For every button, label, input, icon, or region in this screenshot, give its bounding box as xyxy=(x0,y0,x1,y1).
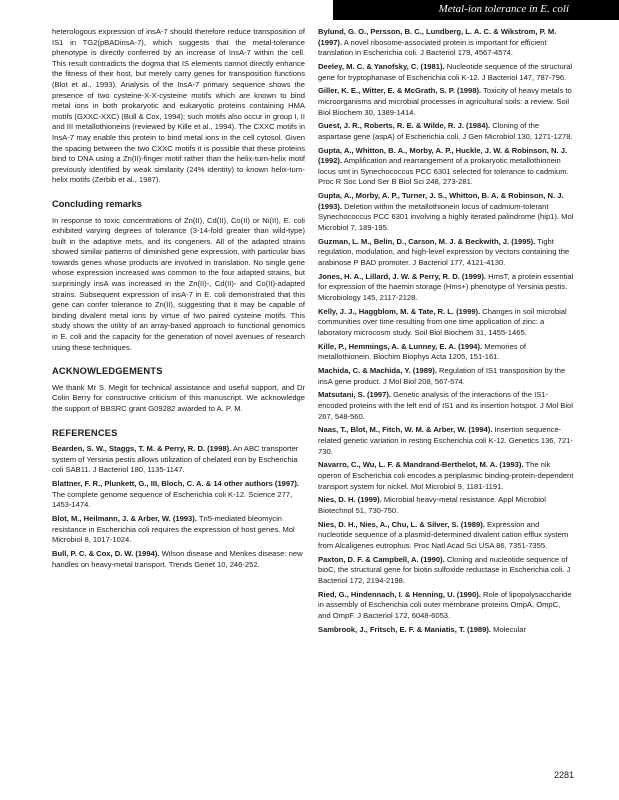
reference-authors: Guzman, L. M., Belin, D., Carson, M. J. & Beckwith, J. (1995). xyxy=(318,236,536,246)
reference-entry xyxy=(318,272,574,304)
reference-authors: Paxton, D. F. & Campbell, A. (1990). xyxy=(318,554,445,564)
reference-text: Memories of metallothionein. Biochim Biophys Acta 1205, 151-161. xyxy=(318,341,527,362)
reference-entry xyxy=(52,444,305,476)
acknowledgements-heading: ACKNOWLEDGEMENTS xyxy=(52,366,163,377)
reference-text: Microbial heavy-metal resistance. Appl Microbiol Biotechnol 51, 730-750. xyxy=(318,495,546,515)
reference-entry xyxy=(318,307,574,339)
reference-authors: Bull, P. C. & Cox, D. W. (1994). xyxy=(52,549,160,559)
reference-text: Tn5-mediated bleomycin resistance in Escherichia coli requires the expression of host genes. Mol Microbiol 8, 1017-1024. xyxy=(52,514,295,545)
reference-entry xyxy=(318,495,574,516)
intro-paragraph: heterologous expression of insA-7 should therefore reduce transposition of IS1 in TG2(pBADinsA-7), which suggests that the metal-tolerance phenotype is directly conferred by an increase of InsA-7 within the cell. This result contradicts the dogma that IS elements cannot directly enhance the fitness of their host, but merely carry genes for transposition functions (Blot et al., 1993). Analysis of the InsA-7 primary sequence shows the presence of two cysteine-X-X-cysteine motifs which are known to bind metal ions in both prokaryotic and eukaryotic proteins containing HMA motifs (GXXC-XXC) (Bull & Cox, 1994); such motifs also occur in group I, II and III metallothioneins (reviewed by Kille et al., 1994). The CXXC motifs in InsA-7 may enable this protein to bind metal ions in the cell cytosol. Given the spacing between the two CXXC motifs it is possible that these proteins bind to DNA using a Zn(II)-finger motif rather than the helix-turn-helix motif previously identified by weak similarity (24% identity) to known helix-turn-helix motifs (Zerbib et al., 1987). xyxy=(52,27,305,185)
reference-authors: Bearden, S. W., Staggs, T. M. & Perry, R. D. (1998). xyxy=(52,444,232,454)
reference-authors: Nies, D. H., Nies, A., Chu, L. & Silver, S. (1989). xyxy=(318,519,485,529)
page-number: 2281 xyxy=(553,770,574,780)
right-reference-list xyxy=(318,27,574,635)
running-title: Metal-ion tolerance in E. coli xyxy=(438,3,569,15)
reference-entry xyxy=(318,425,574,457)
reference-entry xyxy=(318,555,574,587)
reference-authors: Guest, J. R., Roberts, R. E. & Wilde, R. J. (1984). xyxy=(318,121,491,131)
reference-text: Wilson disease and Menkes disease: new handles on heavy-metal transport. Trends Genet 10, 246-252. xyxy=(52,549,303,569)
reference-entry xyxy=(318,121,574,142)
reference-entry xyxy=(318,146,574,188)
reference-entry xyxy=(318,590,574,622)
reference-entry xyxy=(52,549,305,570)
right-column xyxy=(318,27,574,638)
reference-text: Amplification and rearrangement of a prokaryotic metallothionein locus smt in Synechococcus PCC 6301 selected for tolerance to cadmium. Proc R Soc Lond Ser B Biol Sci 248, 273-281. xyxy=(318,156,569,187)
reference-text: Expression and nucleotide sequence of a plasmid-determined divalent cation efflux system from Alcaligenes eutrophus. Proc Natl Acad Sci USA 86, 7351-7355. xyxy=(318,519,569,550)
left-column xyxy=(52,27,305,573)
reference-text: Molecular xyxy=(491,624,527,634)
reference-authors: Naas, T., Blot, M., Fitch, W. M. & Arber, W. (1994). xyxy=(318,425,493,435)
reference-authors: Sambrook, J., Fritsch, E. F. & Maniatis, T. (1989). xyxy=(318,624,492,634)
concluding-remarks-heading: Concluding remarks xyxy=(52,198,142,209)
reference-authors: Jones, H. A., Lillard, J. W. & Perry, R. D. (1999). xyxy=(318,271,486,281)
reference-entry xyxy=(318,625,574,636)
references-heading: REFERENCES xyxy=(52,427,118,438)
reference-text: Deletion within the metallothionein locus of cadmium-tolerant Synechococcus PCC 6301 involving a highly iterated palindrome (hip1). Mol Microbiol 7, 189-195. xyxy=(318,201,574,233)
reference-authors: Nies, D. H. (1999). xyxy=(318,495,382,505)
concluding-paragraph: In response to toxic concentrations of Zn(II), Cd(II), Co(II) or Ni(II), E. coli exhibited varying degrees of tolerance (3-14-fold greater than wild-type) built in the adaptive mets, and its congeners. All of the adapted strains showed similar patterns of diminished gene expression, with particular bias towards genes whose products are involved in translation. No single gene whose expression increased was common to the four adapted strains, but surprisingly insA was increased in the Zn(II)-, Cd(II)- and Co(II)-adapted strains. Subsequent expression of insA-7 in E. coli demonstrated that this gene can confer tolerance to Zn(II), suggesting that it may be capable of binding divalent metal ions by virtue of two paired cysteine motifs. This study shows the utility of an array-based approach to functional genomics in E. coli and the capacity for the generation of novel avenues of research using these techniques. xyxy=(52,215,305,352)
reference-text: Changes in soil microbial communities over time resulting from one time application of zinc: a laboratory microcosm study. Soil Biol Biochem 31, 1455-1465. xyxy=(318,306,567,337)
reference-authors: Giller, K. E., Witter, E. & McGrath, S. P. (1998). xyxy=(318,86,482,96)
reference-text: The complete genome sequence of Escherichia coli K-12. Science 277, 1453-1474. xyxy=(52,489,293,510)
reference-text: A novel ribosome-associated protein is important for efficient translation in Escherichia coli. J Bacteriol 179, 4567-4574. xyxy=(318,37,547,58)
reference-authors: Deeley, M. C. & Yanofsky, C. (1981). xyxy=(318,61,445,71)
reference-authors: Blattner, F. R., Plunkett, G., III, Bloch, C. A. & 14 other authors (1997). xyxy=(52,479,299,489)
reference-authors: Navarro, C., Wu, L. F. & Mandrand-Berthelot, M. A. (1993). xyxy=(318,460,524,470)
reference-entry xyxy=(318,62,574,83)
reference-text: An ABC transporter system of Yersinia pestis allows utilization of chelated iron by Escherichia coli SAB11. J Bacteriol 180, 1135-1147. xyxy=(52,444,299,475)
reference-entry xyxy=(52,479,305,511)
reference-text: Genetic analysis of the interactions of the IS1-encoded proteins with the left end of IS1 and its insertion hotspot. J Mol Biol 267, 548-560. xyxy=(318,390,573,421)
reference-text: Regulation of IS1 transposition by the insA gene product. J Mol Biol 208, 567-574. xyxy=(318,366,566,386)
reference-entry xyxy=(318,390,574,422)
reference-text: Tight regulation, modulation, and high-level expression by vectors containing the arabinose P BAD promoter. J Bacteriol 177, 4121-4130. xyxy=(318,236,570,267)
reference-entry xyxy=(318,191,574,233)
reference-entry xyxy=(318,460,574,492)
reference-authors: Kille, P., Hemmings, A. & Lunney, E. A. (1994). xyxy=(318,341,483,351)
reference-text: The nik operon of Escherichia coli encodes a periplasmic binding-protein-dependent transport system for nickel. Mol Microbiol 9, 1181-1191. xyxy=(318,460,574,491)
reference-entry xyxy=(318,520,574,552)
reference-authors: Matsutani, S. (1997). xyxy=(318,390,392,400)
reference-text: Toxicity of heavy metals to microorganisms and microbial processes in agricultural soils: a review. Soil Biol Biochem 30, 1389-1414. xyxy=(318,86,572,117)
reference-entry xyxy=(318,86,574,118)
reference-text: HmsT, a protein essential for expression of the haemin storage (Hms+) phenotype of Yersinia pestis. Microbiology 145, 2117-2128. xyxy=(318,271,574,302)
running-header-bar xyxy=(333,0,619,20)
reference-entry xyxy=(318,27,574,59)
reference-entry xyxy=(318,237,574,269)
reference-text: Nucleotide sequence of the structural gene for tryptophanase of Escherichia coli K-12. J Bacteriol 147, 787-796. xyxy=(318,61,573,82)
reference-text: Insertion sequence-related genetic variation in resting Escherichia coli K-12. Genetics 136, 721-730. xyxy=(318,425,573,456)
left-reference-list xyxy=(52,444,305,570)
reference-authors: Gupta, A., Whitton, B. A., Morby, A. P., Huckle, J. W. & Robinson, N. J. (1992). xyxy=(318,145,568,166)
reference-text: Role of lipopolysaccharide in assembly of Escherichia coli outer membrane proteins OmpA, OmpC, and OmpF. J Bacteriol 172, 6048-6053. xyxy=(318,589,572,620)
reference-entry xyxy=(52,514,305,546)
reference-text: Cloning of the aspartase gene (aspA) of Escherichia coli. J Gen Microbiol 130, 1271-1278. xyxy=(318,121,573,141)
reference-entry xyxy=(318,342,574,363)
reference-entry xyxy=(318,366,574,387)
reference-authors: Bylund, G. O., Persson, B. C., Lundberg, L. A. C. & Wikstrom, P. M. (1997). xyxy=(318,27,557,47)
reference-authors: Ried, G., Hindennach, I. & Henning, U. (1990). xyxy=(318,589,481,599)
reference-authors: Machida, C. & Machida, Y. (1989). xyxy=(318,366,437,376)
reference-authors: Blot, M., Heilmann, J. & Arber, W. (1993). xyxy=(52,514,197,524)
reference-text: Cloning and nucleotide sequence of bioC, the structural gene for biotin sulfoxide reductase in Escherichia coli. J Bacteriol 172, 2194-2198. xyxy=(318,554,571,585)
acknowledgements-paragraph: We thank Mr S. Megit for technical assistance and useful support, and Dr Colin Berry for constructive criticism of this manuscript. We acknowledge the support of BBSRC grant G09282 awarded to A. P. M. xyxy=(52,382,305,413)
reference-authors: Kelly, J. J., Haggblom, M. & Tate, R. L. (1999). xyxy=(318,306,481,316)
reference-authors: Gupta, A., Morby, A. P., Turner, J. S., Whitton, B. A. & Robinson, N. J. (1993). xyxy=(318,191,564,211)
